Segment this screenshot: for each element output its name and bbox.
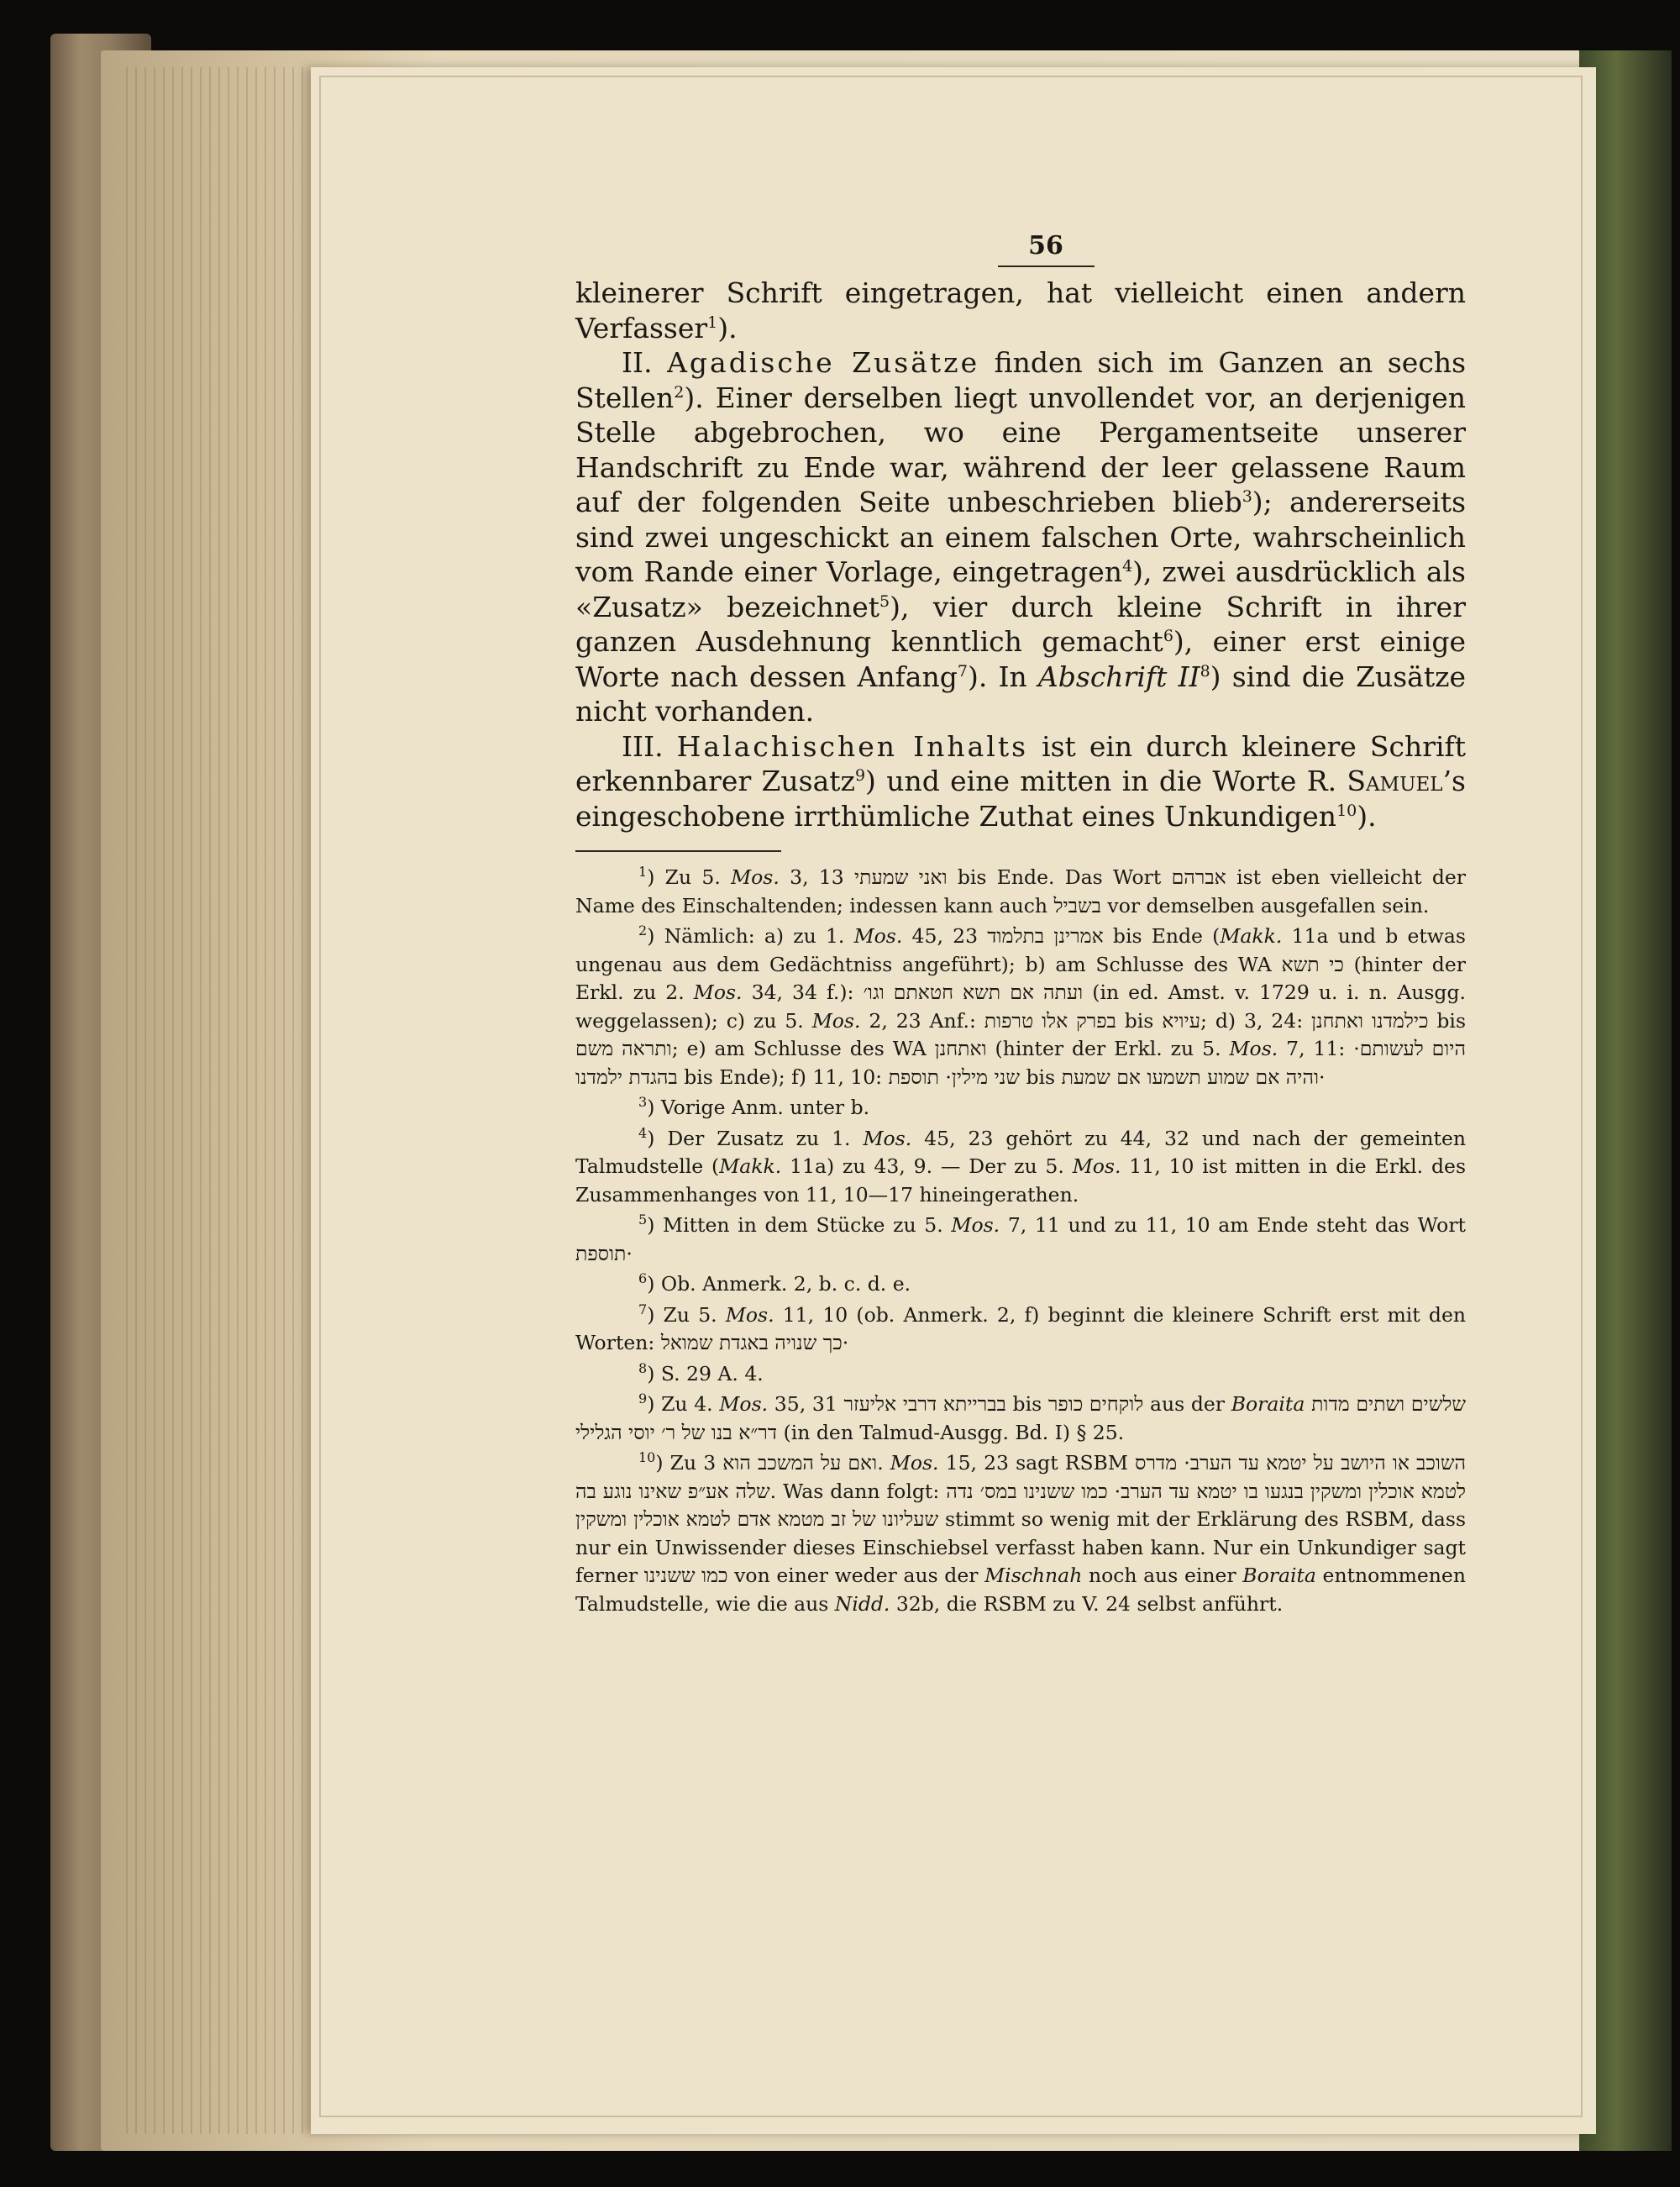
footnotes <box>575 864 1466 1618</box>
text-run: ) sind die Zusätze nicht vorhanden. <box>575 660 1467 728</box>
text-run: ), einer erst einige Worte nach dessen Anfang <box>575 625 1466 693</box>
italic-text: Mos. <box>693 980 743 1004</box>
footnote-number: 3 <box>638 1094 648 1111</box>
footnote-ref: 6 <box>1163 627 1173 645</box>
footnote <box>575 1094 1466 1122</box>
text-run: Zu 5. <box>664 865 732 889</box>
footnote-ref: 4 <box>1122 557 1133 576</box>
footnote-number: 1 <box>638 864 648 881</box>
footnote-number: 10 <box>638 1449 656 1466</box>
spaced-heading: Halachischen Inhalts <box>676 729 1029 763</box>
footnote-paren: ) <box>647 1096 661 1119</box>
text-run: 34, 34 f.): ועתה אם תשא חטאתם וגו׳ (in ed. Amst. v. 1729 u. i. n. Ausgg. weggelassen); c) zu 5. <box>575 980 1466 1033</box>
text-run: ), vier durch kleine Schrift in ihrer ganzen Ausdehnung kenntlich gemacht <box>575 590 1466 658</box>
text-run: 3, 13 ואני שמעתי bis Ende. Das Wort אברהם ist eben vielleicht der Name des Einschaltenden; indessen kann auch בשביל vor demselben ausgefallen sein. <box>575 865 1466 917</box>
footnote-paren: ) <box>647 924 664 948</box>
text-run: 32b, die RSBM zu V. 24 selbst anführt. <box>890 1591 1284 1616</box>
spaced-heading: Agadische Zusätze <box>667 346 980 379</box>
italic-text: Mos. <box>731 865 780 889</box>
footnote-ref: 1 <box>707 313 718 332</box>
footnote <box>575 1391 1466 1447</box>
footnote-paren: ) <box>647 1361 661 1385</box>
footnote-ref: 7 <box>957 661 968 681</box>
text-run: Zu ואם על המשכב הוא 3. <box>669 1451 890 1475</box>
footnote-ref: 5 <box>879 591 890 611</box>
footnote-paren: ) <box>647 1126 668 1150</box>
footnote-number: 2 <box>638 923 648 939</box>
body-text <box>575 276 1466 833</box>
text-run: 11, 10 (ob. Anmerk. 2, f) beginnt die kleinere Schrift erst mit den Worten: כך שנויה באגדת שמואל· <box>575 1302 1467 1354</box>
text-run: entnommenen Talmudstelle, wie die aus <box>575 1564 1466 1616</box>
text-run: noch aus einer <box>1082 1564 1243 1587</box>
footnote-paren: ) <box>647 1302 664 1327</box>
footnote <box>575 1301 1466 1358</box>
footnote-ref: 9 <box>854 766 866 785</box>
italic-text: Boraita <box>1242 1564 1316 1587</box>
footnote <box>575 864 1466 920</box>
text-run: Mitten in dem Stücke zu 5. <box>663 1213 952 1237</box>
body-paragraph <box>575 729 1466 834</box>
footnote-ref: 8 <box>1200 661 1210 681</box>
text-run: Nämlich: a) zu 1. <box>664 924 854 948</box>
footnote-paren: ) <box>655 1451 670 1475</box>
footnote-number: 7 <box>638 1301 648 1317</box>
smallcaps-name: Samuel <box>1347 765 1443 797</box>
footnote <box>575 1212 1466 1268</box>
footnote <box>575 923 1466 1091</box>
italic-text: Mos. <box>1072 1154 1121 1178</box>
text-run: III. <box>622 729 677 763</box>
italic-text: Nidd. <box>834 1591 890 1616</box>
text-run: finden sich im Ganzen an sechs Stellen <box>575 346 1467 414</box>
text-run: שלשים ושתים מדות דר״א בנו של ר׳ יוסי הגלילי (in den Talmud-Ausgg. Bd. I) § 25. <box>575 1392 1466 1444</box>
text-run: 11, 10 ist mitten in die Erkl. des Zusammenhanges von 11, 10—17 hineingerathen. <box>575 1154 1467 1207</box>
text-run: 45, 23 gehört zu 44, 32 und nach der gemeinten Talmudstelle ( <box>575 1126 1466 1178</box>
footnote-number: 8 <box>638 1359 648 1376</box>
text-run: 2, 23 Anf.: בפרק אלו טרפות bis עיויא; d) 3, 24: כילמדנו ואתחנן bis ותראה משם; e) am Schlusse des WA ואתחנן (hinter der Erkl. zu 5. <box>575 1008 1467 1060</box>
book-page <box>311 67 1596 2134</box>
text-run: ) und eine mitten in die Worte R. <box>865 765 1347 797</box>
text-run: ), zwei ausdrücklich als «Zusatz» bezeichnet <box>575 555 1466 623</box>
text-run: ); andererseits sind zwei ungeschickt an einem falschen Orte, wahrscheinlich vom Rande einer Vorlage, eingetragen <box>575 486 1467 588</box>
text-run: ). <box>717 311 738 344</box>
body-paragraph <box>575 276 1466 345</box>
text-run: Vorige Anm. unter b. <box>660 1096 870 1119</box>
text-run: ’s eingeschobene irrthümliche Zuthat eines Unkundigen <box>575 765 1466 833</box>
italic-text: Mischnah <box>984 1564 1083 1587</box>
italic-text: Mos. <box>719 1392 769 1416</box>
italic-text: Mos. <box>951 1213 1000 1237</box>
footnote <box>575 1125 1466 1210</box>
footnote-paren: ) <box>647 1213 664 1237</box>
page-number: 56 <box>998 231 1095 267</box>
text-run: Der Zusatz zu 1. <box>667 1126 864 1150</box>
footnote-paren: ) <box>647 1392 662 1416</box>
text-run: Zu 4. <box>661 1392 720 1416</box>
text-run: 35, 31 בברייתא דרבי אליעזר bis לוקחים כופר aus der <box>768 1392 1231 1416</box>
text-run: 7, 11 und zu 11, 10 am Ende steht das Wort תוספת· <box>575 1213 1466 1265</box>
italic-text: Mos. <box>863 1126 912 1150</box>
italic-text: Mos. <box>811 1008 861 1033</box>
italic-text: Makk. <box>719 1154 782 1178</box>
footnote <box>575 1270 1466 1299</box>
italic-text: Boraita <box>1231 1392 1305 1416</box>
footnote-ref: 2 <box>674 382 685 402</box>
text-run: II. <box>622 346 668 379</box>
text-run: 45, 23 אמרינן בתלמוד bis Ende ( <box>902 924 1221 948</box>
text-run: Zu 5. <box>663 1302 726 1327</box>
italic-text: Mos. <box>853 924 903 948</box>
text-run: 11a und b etwas ungenau aus dem Gedächtniss angeführt); b) am Schlusse des WA כי תשא (hinter der Erkl. zu 2. <box>575 924 1466 1004</box>
text-run: ). <box>1357 799 1377 833</box>
footnote-rule <box>575 850 781 852</box>
italic-text: Mos. <box>890 1451 939 1475</box>
italic-text: Abschrift II <box>1037 660 1200 693</box>
footnote-number: 6 <box>638 1270 648 1287</box>
page-edges <box>126 67 311 2134</box>
footnote-number: 5 <box>638 1212 648 1228</box>
text-run: kleinerer Schrift eingetragen, hat vielleicht einen andern Verfasser <box>575 276 1466 344</box>
footnote-ref: 10 <box>1336 801 1357 820</box>
footnote-paren: ) <box>647 865 665 889</box>
text-run: Ob. Anmerk. 2, b. c. d. e. <box>660 1272 911 1296</box>
text-run: ). In <box>967 660 1038 693</box>
footnote <box>575 1449 1466 1618</box>
footnote-number: 4 <box>638 1124 648 1141</box>
text-run: 7, 11: היום לעשותם· בהגדת ילמדנו bis Ende); f) 11, 10: שני מילין· תוספת bis והיה אם שמוע תשמעו אם שמעת· <box>575 1037 1466 1089</box>
footnote-paren: ) <box>647 1272 661 1296</box>
italic-text: Makk. <box>1220 924 1283 948</box>
italic-text: Mos. <box>1229 1037 1278 1060</box>
text-run: S. 29 A. 4. <box>660 1361 764 1385</box>
text-run: ). Einer derselben liegt unvollendet vor, an derjenigen Stelle abgebrochen, wo eine Pergamentseite unserer Handschrift zu Ende war, während der leer gelassene Raum auf der folgenden Seite unbeschrieben blieb <box>575 381 1466 518</box>
footnote-number: 9 <box>638 1391 648 1407</box>
body-paragraph <box>575 345 1466 729</box>
text-run: ist ein durch kleinere Schrift erkennbarer Zusatz <box>575 729 1466 797</box>
text-run: 11a) zu 43, 9. — Der zu 5. <box>781 1154 1073 1178</box>
footnote <box>575 1360 1466 1389</box>
text-run: 15, 23 sagt RSBM השוכב או היושב על יטמא עד הערב· מדרס שלה אע״פ שאינו נוגע בה. Was dann folgt: לטמא אוכלין ומשקין בנגעו בו יטמא עד הערב· כמו ששנינו במס׳ נדה שעליונו של זב מטמא אדם לטמא אוכלין ומשקין stimmt so wenig mit der Erklärung des RSBM, dass nur ein Unwissender dieses Einschiebsel verfasst haben kann. Nur ein Unkundiger sagt ferner כמו ששנינו von einer weder aus der <box>575 1451 1467 1587</box>
page-content <box>575 231 1466 1621</box>
footnote-ref: 3 <box>1242 487 1252 506</box>
italic-text: Mos. <box>725 1302 774 1327</box>
